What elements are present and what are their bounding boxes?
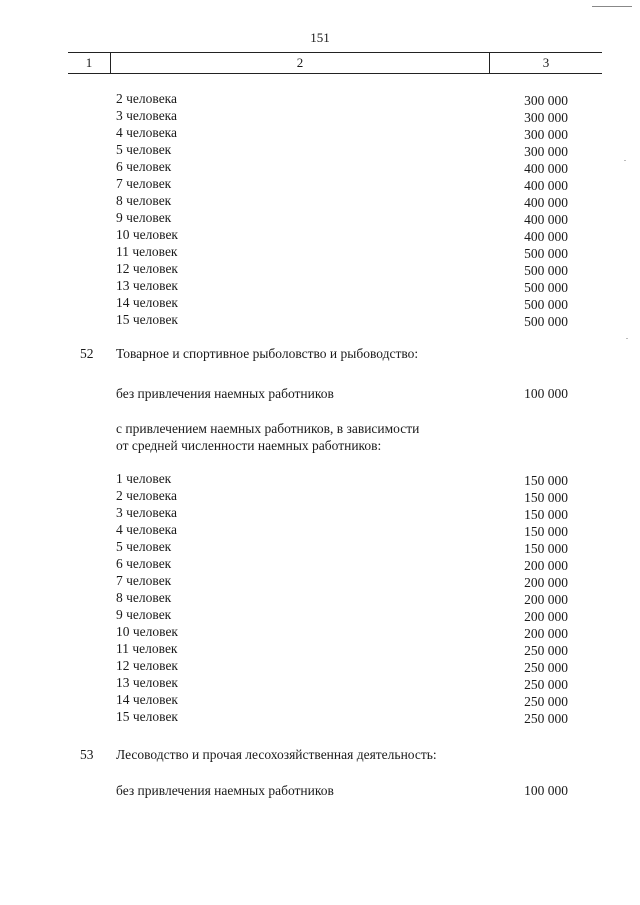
row-label: 1 человек	[116, 471, 172, 486]
row-label: 5 человек	[116, 539, 172, 554]
row-value: 500 000	[524, 246, 568, 261]
row-label: 5 человек	[116, 142, 172, 157]
row-value: 150 000	[524, 507, 568, 522]
row-value: 200 000	[524, 609, 568, 624]
row-label: 11 человек	[116, 244, 178, 259]
column-header-3: 3	[542, 55, 550, 70]
row-value: 300 000	[524, 93, 568, 108]
row-value: 300 000	[524, 110, 568, 125]
row-label: 9 человек	[116, 210, 172, 225]
row-label: 13 человек	[116, 278, 178, 293]
row-label: 15 человек	[116, 312, 178, 327]
row-label: 4 человека	[116, 522, 178, 537]
without-employees-label: без привлечения наемных работников	[116, 783, 334, 798]
without-employees-value: 100 000	[524, 783, 568, 798]
section-number: 52	[80, 346, 94, 361]
row-label: 6 человек	[116, 556, 172, 571]
row-value: 400 000	[524, 178, 568, 193]
row-label: 15 человек	[116, 709, 178, 724]
column-header-2: 2	[111, 53, 490, 73]
scan-speck	[626, 338, 628, 339]
row-label: 8 человек	[116, 590, 172, 605]
row-label: 10 человек	[116, 624, 178, 639]
row-label: 4 человека	[116, 125, 178, 140]
section-number: 53	[80, 747, 94, 762]
row-label: 7 человек	[116, 176, 172, 191]
row-value: 500 000	[524, 297, 568, 312]
row-value: 400 000	[524, 195, 568, 210]
column-header-1: 1	[68, 53, 111, 73]
row-label: 6 человек	[116, 159, 172, 174]
row-value: 500 000	[524, 314, 568, 329]
row-value: 150 000	[524, 524, 568, 539]
row-value: 200 000	[524, 592, 568, 607]
row-value: 200 000	[524, 558, 568, 573]
row-value: 400 000	[524, 212, 568, 227]
section-title: Лесоводство и прочая лесохозяйственная деятельность:	[116, 747, 437, 762]
row-label: 14 человек	[116, 692, 178, 707]
without-employees-label: без привлечения наемных работников	[116, 386, 334, 401]
row-label: 12 человек	[116, 658, 178, 673]
section-title: Товарное и спортивное рыболовство и рыбоводство:	[116, 346, 419, 361]
row-label: 3 человека	[116, 505, 178, 520]
row-label: 10 человек	[116, 227, 178, 242]
row-label: 9 человек	[116, 607, 172, 622]
row-label: 11 человек	[116, 641, 178, 656]
row-value: 300 000	[524, 144, 568, 159]
row-label: 14 человек	[116, 295, 178, 310]
row-value: 500 000	[524, 280, 568, 295]
with-employees-line-1: с привлечением наемных работников, в зависимости	[116, 421, 420, 436]
row-value: 400 000	[524, 161, 568, 176]
row-label: 12 человек	[116, 261, 178, 276]
without-employees-value: 100 000	[524, 386, 568, 401]
row-label: 13 человек	[116, 675, 178, 690]
row-value: 150 000	[524, 490, 568, 505]
row-value: 400 000	[524, 229, 568, 244]
scan-speck	[624, 160, 626, 161]
row-value: 250 000	[524, 694, 568, 709]
row-value: 200 000	[524, 626, 568, 641]
with-employees-line-2: от средней численности наемных работников:	[116, 438, 382, 453]
row-value: 300 000	[524, 127, 568, 142]
row-label: 8 человек	[116, 193, 172, 208]
row-value: 250 000	[524, 660, 568, 675]
row-value: 500 000	[524, 263, 568, 278]
row-value: 250 000	[524, 677, 568, 692]
row-value: 150 000	[524, 473, 568, 488]
page-number: 151	[310, 30, 330, 45]
row-value: 150 000	[524, 541, 568, 556]
row-label: 7 человек	[116, 573, 172, 588]
column-header-row	[68, 52, 602, 74]
row-label: 2 человека	[116, 91, 178, 106]
row-value: 200 000	[524, 575, 568, 590]
row-value: 250 000	[524, 643, 568, 658]
row-value: 250 000	[524, 711, 568, 726]
row-label: 3 человека	[116, 108, 178, 123]
row-label: 2 человека	[116, 488, 178, 503]
scan-corner-line	[592, 6, 632, 7]
